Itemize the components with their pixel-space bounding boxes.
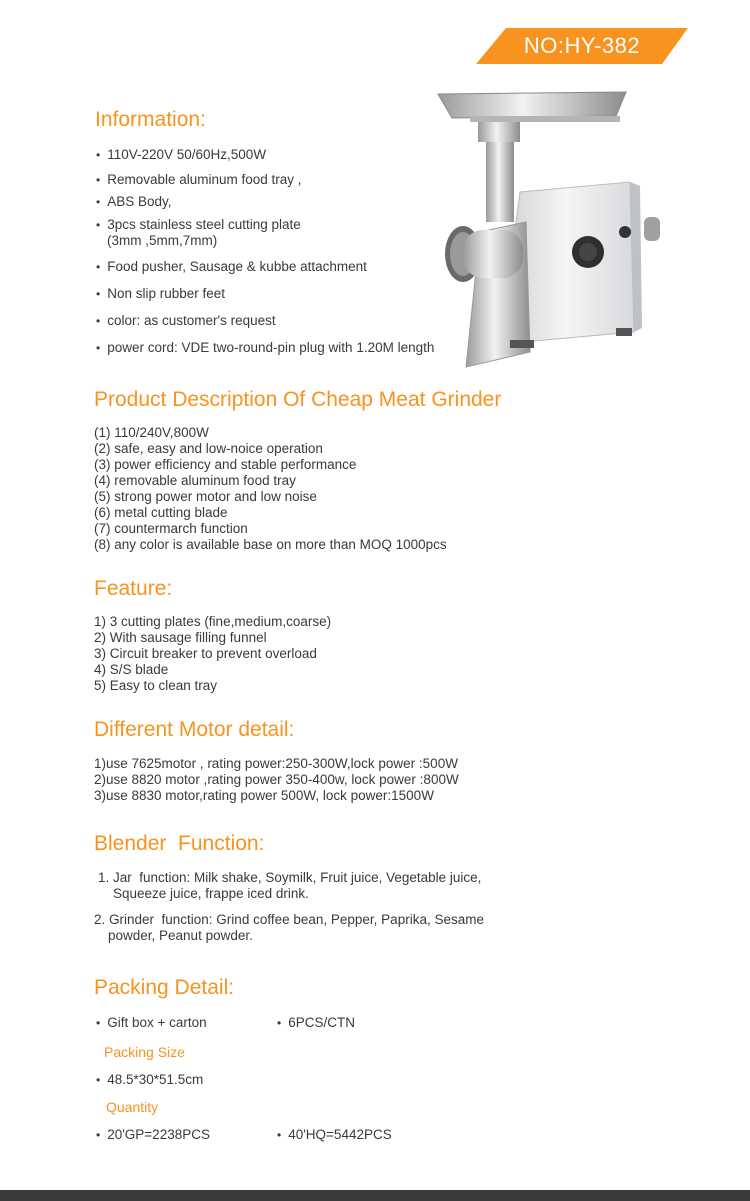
product-description-list (94, 425, 447, 553)
packing-pcs-per-carton: • 6PCS/CTN (277, 1015, 355, 1031)
information-heading: Information: (95, 108, 206, 131)
motor-line: 3)use 8830 motor,rating power 500W, lock power:1500W (94, 788, 434, 803)
info-item: • 3pcs stainless steel cutting plate (96, 217, 301, 233)
description-line: (4) removable aluminum food tray (94, 473, 296, 488)
feature-line: 5) Easy to clean tray (94, 678, 218, 693)
motor-list (94, 756, 459, 804)
feature-line: 1) 3 cutting plates (fine,medium,coarse) (94, 614, 332, 629)
packing-size-value: • 48.5*30*51.5cm (96, 1072, 203, 1088)
info-item: • ABS Body, (96, 194, 172, 210)
info-item: • Removable aluminum food tray , (96, 172, 302, 188)
motor-line: 1)use 7625motor , rating power:250-300W,lock power :500W (94, 756, 458, 771)
description-line: (3) power efficiency and stable performance (94, 457, 357, 472)
description-line: (8) any color is available base on more than MOQ 1000pcs (94, 537, 447, 552)
info-item-continued: (3mm ,5mm,7mm) (107, 233, 218, 248)
description-line: (2) safe, easy and low-noice operation (94, 441, 323, 456)
quantity-label: Quantity (106, 1099, 159, 1115)
packing-size-label: Packing Size (104, 1044, 185, 1060)
motor-line: 2)use 8820 motor ,rating power 350-400w, lock power :800W (94, 772, 459, 787)
feature-line: 3) Circuit breaker to prevent overload (94, 646, 317, 661)
product-description-heading: Product Description Of Cheap Meat Grinder (94, 388, 502, 411)
description-line: (5) strong power motor and low noise (94, 489, 317, 504)
info-item: • 110V-220V 50/60Hz,500W (96, 147, 266, 163)
description-line: (1) 110/240V,800W (94, 425, 209, 440)
feature-line: 2) With sausage filling funnel (94, 630, 267, 645)
feature-heading: Feature: (94, 577, 173, 600)
model-number: NO:HY-382 (523, 33, 641, 58)
quantity-40hq: • 40'HQ=5442PCS (277, 1127, 392, 1143)
feature-list (94, 614, 331, 694)
meat-grinder-image (430, 82, 662, 382)
info-item: • Food pusher, Sausage & kubbe attachment (96, 259, 367, 275)
footer-bar (0, 1190, 750, 1201)
motor-heading: Different Motor detail: (94, 718, 295, 741)
info-item: • Non slip rubber feet (96, 286, 225, 302)
info-item: • color: as customer's request (96, 313, 276, 329)
blender-item: 2. Grinder function: Grind coffee bean, Pepper, Paprika, Sesame (94, 912, 484, 927)
description-line: (6) metal cutting blade (94, 505, 228, 520)
model-badge (476, 28, 688, 64)
info-item: • power cord: VDE two-round-pin plug with 1.20M length (96, 340, 434, 356)
blender-item: 1. Jar function: Milk shake, Soymilk, Fruit juice, Vegetable juice, (98, 870, 482, 885)
blender-heading: Blender Function: (94, 832, 265, 855)
packing-heading: Packing Detail: (94, 976, 235, 999)
feature-line: 4) S/S blade (94, 662, 169, 677)
quantity-20gp: • 20'GP=2238PCS (96, 1127, 210, 1143)
blender-item-continued: powder, Peanut powder. (108, 928, 253, 943)
description-line: (7) countermarch function (94, 521, 248, 536)
blender-item-continued: Squeeze juice, frappe iced drink. (113, 886, 309, 901)
packing-gift-box: • Gift box + carton (96, 1015, 207, 1031)
